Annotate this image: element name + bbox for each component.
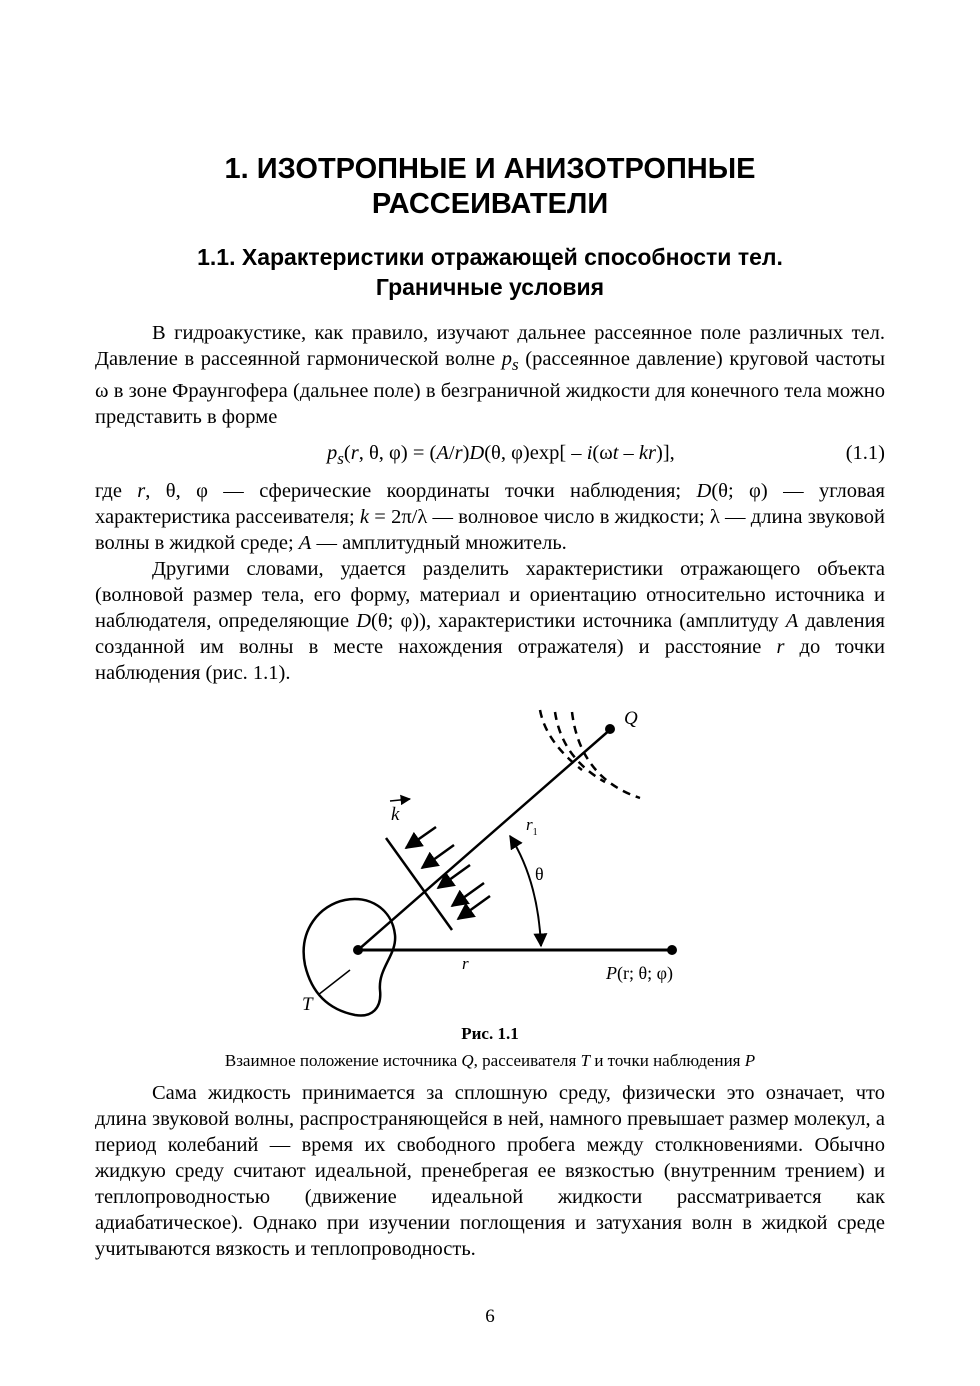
paragraph-2: где r, θ, φ — сферические координаты точки наблюдения; D(θ; φ) — угловая характеристика рассеивателя; k = 2π/λ — волновое число в жидкости; λ — длина звуковой волны в жидкой среде; A — амплитудный множитель. bbox=[95, 480, 885, 554]
label-Q: Q bbox=[624, 708, 638, 729]
point-P bbox=[667, 945, 677, 955]
paragraph-1: В гидроакустике, как правило, изучают дальнее рассеянное поле различных тел. Давление в рассеянной гармонической волне $p_s$ (рассеянное давление) круговой частоты ω в зоне Фраунгофера (дальнее поле) в безграничной жидкости для конечного тела можно представить в форме bbox=[95, 322, 885, 429]
paragraph-3: Другими словами, удается разделить характеристики отражающего объекта (волновой размер тела, его форму, материал и ориентацию относительно источника и наблюдателя, определяющие D(θ; φ)), характеристики источника (амплитуду A давления созданной им волны в месте нахождения отражателя) и расстояние r до точки наблюдения (рис. 1.1). bbox=[95, 558, 885, 684]
point-Q bbox=[605, 724, 615, 734]
label-T: T bbox=[302, 994, 313, 1015]
paragraph-4: Сама жидкость принимается за сплошную среду, физически это означает, что длина звуковой волны, распространяющейся в ней, намного превышает размер молекул, а период колебаний — время их свободного пробега между столкновениями. Обычно жидкую среду считают идеальной, пренебрегая ее вязкостью (внутренним трением) и теплопроводностью (движение идеальной жидкости рассматривается как адиабатическое). Однако при изучении поглощения и затухания волн в жидкой среде учитываются вязкость и теплопроводность. bbox=[95, 1082, 885, 1260]
T-leader-line bbox=[318, 970, 350, 995]
theta-angle-arc bbox=[510, 836, 541, 946]
page-number: 6 bbox=[485, 1306, 495, 1327]
k-vector-arrow bbox=[390, 799, 410, 801]
origin-point bbox=[353, 945, 363, 955]
chapter-title bbox=[0, 152, 980, 222]
chapter-title-line2: РАССЕИВАТЕЛИ bbox=[371, 188, 609, 220]
label-theta: θ bbox=[535, 864, 544, 884]
figure-number: Рис. 1.1 bbox=[461, 1024, 519, 1043]
figure-1-1 bbox=[295, 692, 685, 1020]
label-r: r bbox=[462, 954, 469, 973]
section-title-line1: 1.1. Характеристики отражающей способности тел. bbox=[197, 244, 783, 270]
figure-caption: Взаимное положение источника Q, рассеивателя T и точки наблюдения P bbox=[224, 1051, 756, 1070]
formula-number: (1.1) bbox=[845, 442, 885, 464]
label-r1: $r_1$ bbox=[526, 815, 538, 838]
scatterer-body bbox=[304, 899, 395, 1016]
section-title-line2: Граничные условия bbox=[375, 274, 605, 300]
label-k: k bbox=[391, 804, 400, 825]
chapter-title-line1: 1. ИЗОТРОПНЫЕ И АНИЗОТРОПНЫЕ bbox=[224, 153, 756, 185]
incident-ray-arrows bbox=[406, 827, 490, 919]
line-to-source-Q bbox=[358, 728, 612, 950]
section-title bbox=[0, 242, 980, 302]
formula-expression: $p_s(r$, θ, φ) = (A/r)D(θ, φ)exp[ – i(ωt – kr)], bbox=[327, 442, 675, 469]
label-P: P(r; θ; φ) bbox=[606, 963, 673, 983]
formula-1-1 bbox=[95, 440, 885, 469]
